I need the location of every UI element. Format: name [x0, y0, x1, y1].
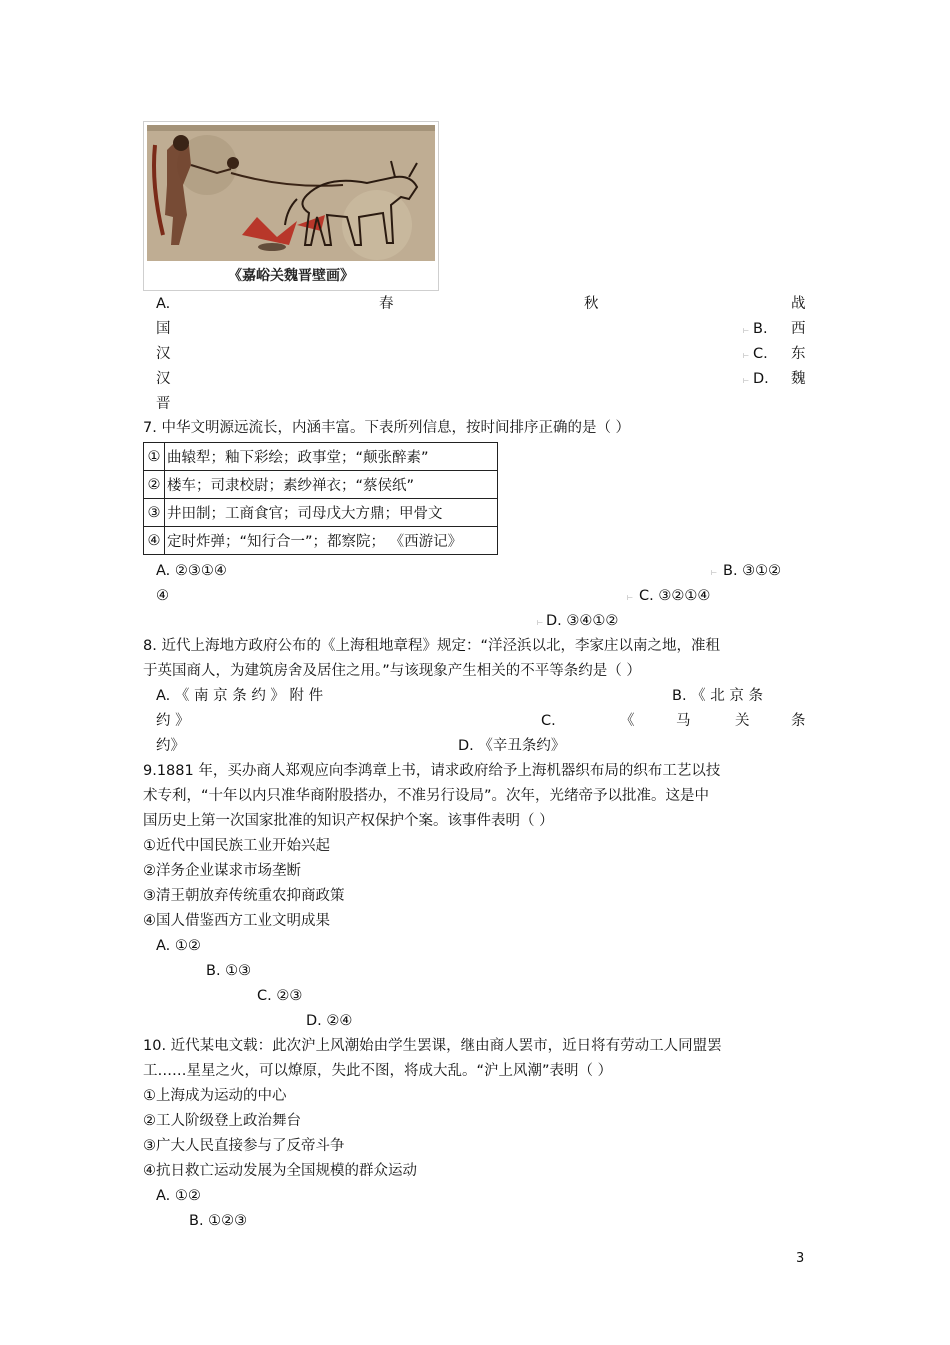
q8-option-a: A. 《 南 京 条 约 》 附 件 — [156, 688, 324, 704]
q10-item: ④抗日救亡运动发展为全国规模的群众运动 — [143, 1163, 417, 1179]
q6-option-a-char: 战 — [791, 296, 806, 312]
q6-option-d-char: 魏 — [791, 371, 806, 387]
q8-option-b: B. 《 北 京 条 — [672, 688, 763, 704]
mural-figure — [143, 121, 439, 291]
q7-option-b: B. ③①② — [723, 563, 782, 579]
q8-option-c-cont: 约》 — [156, 738, 185, 754]
q6-option-b-char: 汉 — [156, 346, 171, 362]
q8-option-c-char: 关 — [735, 713, 750, 729]
table-cell-text: 楼车；司隶校尉；素纱禅衣；“蔡侯纸” — [165, 471, 498, 499]
q8-option-d: D. 《辛丑条约》 — [458, 738, 566, 754]
q6-option-a-char: 秋 — [584, 296, 599, 312]
table-cell-text: 井田制；工商食官；司母戊大方鼎；甲骨文 — [165, 499, 498, 527]
q10-item: ②工人阶级登上政治舞台 — [143, 1113, 301, 1129]
q9-stem-line3: 国历史上第一次国家批准的知识产权保护个案。该事件表明（ ） — [143, 813, 554, 829]
q6-option-a-label: A. — [156, 296, 171, 312]
q8-option-c-char: 条 — [791, 713, 806, 729]
q7-option-d: D. ③④①② — [546, 613, 619, 629]
table-cell-num: ② — [144, 471, 165, 499]
table-cell-text: 定时炸弹；“知行合一”；都察院； 《西游记》 — [165, 527, 498, 555]
table-cell-text: 曲辕犁；釉下彩绘；政事堂；“颠张醉素” — [165, 443, 498, 471]
q9-item: ①近代中国民族工业开始兴起 — [143, 838, 330, 854]
q10-stem-line2: 工……星星之火，可以燎原，失此不图，将成大乱。“沪上风潮”表明（ ） — [143, 1063, 613, 1079]
q10-option-a: A. ①② — [156, 1188, 201, 1204]
table-cell-num: ① — [144, 443, 165, 471]
q7-stem: 7. 中华文明源远流长，内涵丰富。下表所列信息，按时间排序正确的是（ ） — [143, 420, 631, 436]
q7-option-a: A. ②③①④ — [156, 563, 227, 579]
q7-info-table — [143, 442, 498, 555]
q8-option-c-char: 马 — [676, 713, 691, 729]
q9-option-a: A. ①② — [156, 938, 201, 954]
q10-option-b: B. ①②③ — [189, 1213, 248, 1229]
table-row — [144, 471, 498, 499]
q10-item: ③广大人民直接参与了反帝斗争 — [143, 1138, 345, 1154]
q8-stem-line2: 于英国商人，为建筑房舍及居住之用。”与该现象产生相关的不平等条约是（ ） — [143, 663, 641, 679]
q9-option-c: C. ②③ — [257, 988, 303, 1004]
table-row — [144, 499, 498, 527]
q9-stem-line2: 术专利，“十年以内只准华商附股搭办，不准另行设局”。次年，光绪帝予以批准。这是中 — [143, 788, 710, 804]
q6-option-a-char: 春 — [379, 296, 394, 312]
q9-item: ④国人借鉴西方工业文明成果 — [143, 913, 330, 929]
table-row — [144, 527, 498, 555]
table-row — [144, 443, 498, 471]
q6-option-c-label: C. — [753, 346, 768, 362]
q9-option-b: B. ①③ — [206, 963, 252, 979]
q6-option-a-char: 国 — [156, 321, 171, 337]
q9-stem-line1: 9.1881 年，买办商人郑观应向李鸿章上书，请求政府给予上海机器织布局的织布工艺以技 — [143, 763, 721, 779]
mural-painting — [147, 125, 435, 261]
page-number: 3 — [796, 1251, 805, 1266]
mural-caption: 《嘉峪关魏晋壁画》 — [228, 268, 354, 284]
q8-option-a-cont: 约 》 — [156, 713, 190, 729]
q8-option-c-label: C. — [541, 713, 556, 729]
q9-item: ③清王朝放弃传统重农抑商政策 — [143, 888, 345, 904]
table-cell-num: ④ — [144, 527, 165, 555]
table-cell-num: ③ — [144, 499, 165, 527]
q7-option-c: C. ③②①④ — [639, 588, 711, 604]
q10-item: ①上海成为运动的中心 — [143, 1088, 287, 1104]
q9-item: ②洋务企业谋求市场垄断 — [143, 863, 301, 879]
q6-option-c-char: 东 — [791, 346, 806, 362]
q6-option-b-label: B. — [753, 321, 768, 337]
q6-option-d-char: 晋 — [156, 396, 171, 412]
q8-stem-line1: 8. 近代上海地方政府公布的《上海租地章程》规定：“洋泾浜以北，李家庄以南之地，准租 — [143, 638, 720, 654]
q9-option-d: D. ②④ — [306, 1013, 353, 1029]
q6-option-b-char: 西 — [791, 321, 806, 337]
q8-option-c-char: 《 — [620, 713, 635, 729]
q6-option-d-label: D. — [753, 371, 769, 387]
q6-option-c-char: 汉 — [156, 371, 171, 387]
q7-option-b-cont: ④ — [156, 588, 169, 604]
q10-stem-line1: 10. 近代某电文载：此次沪上风潮始由学生罢课，继由商人罢市，近日将有劳动工人同盟罢 — [143, 1038, 722, 1054]
